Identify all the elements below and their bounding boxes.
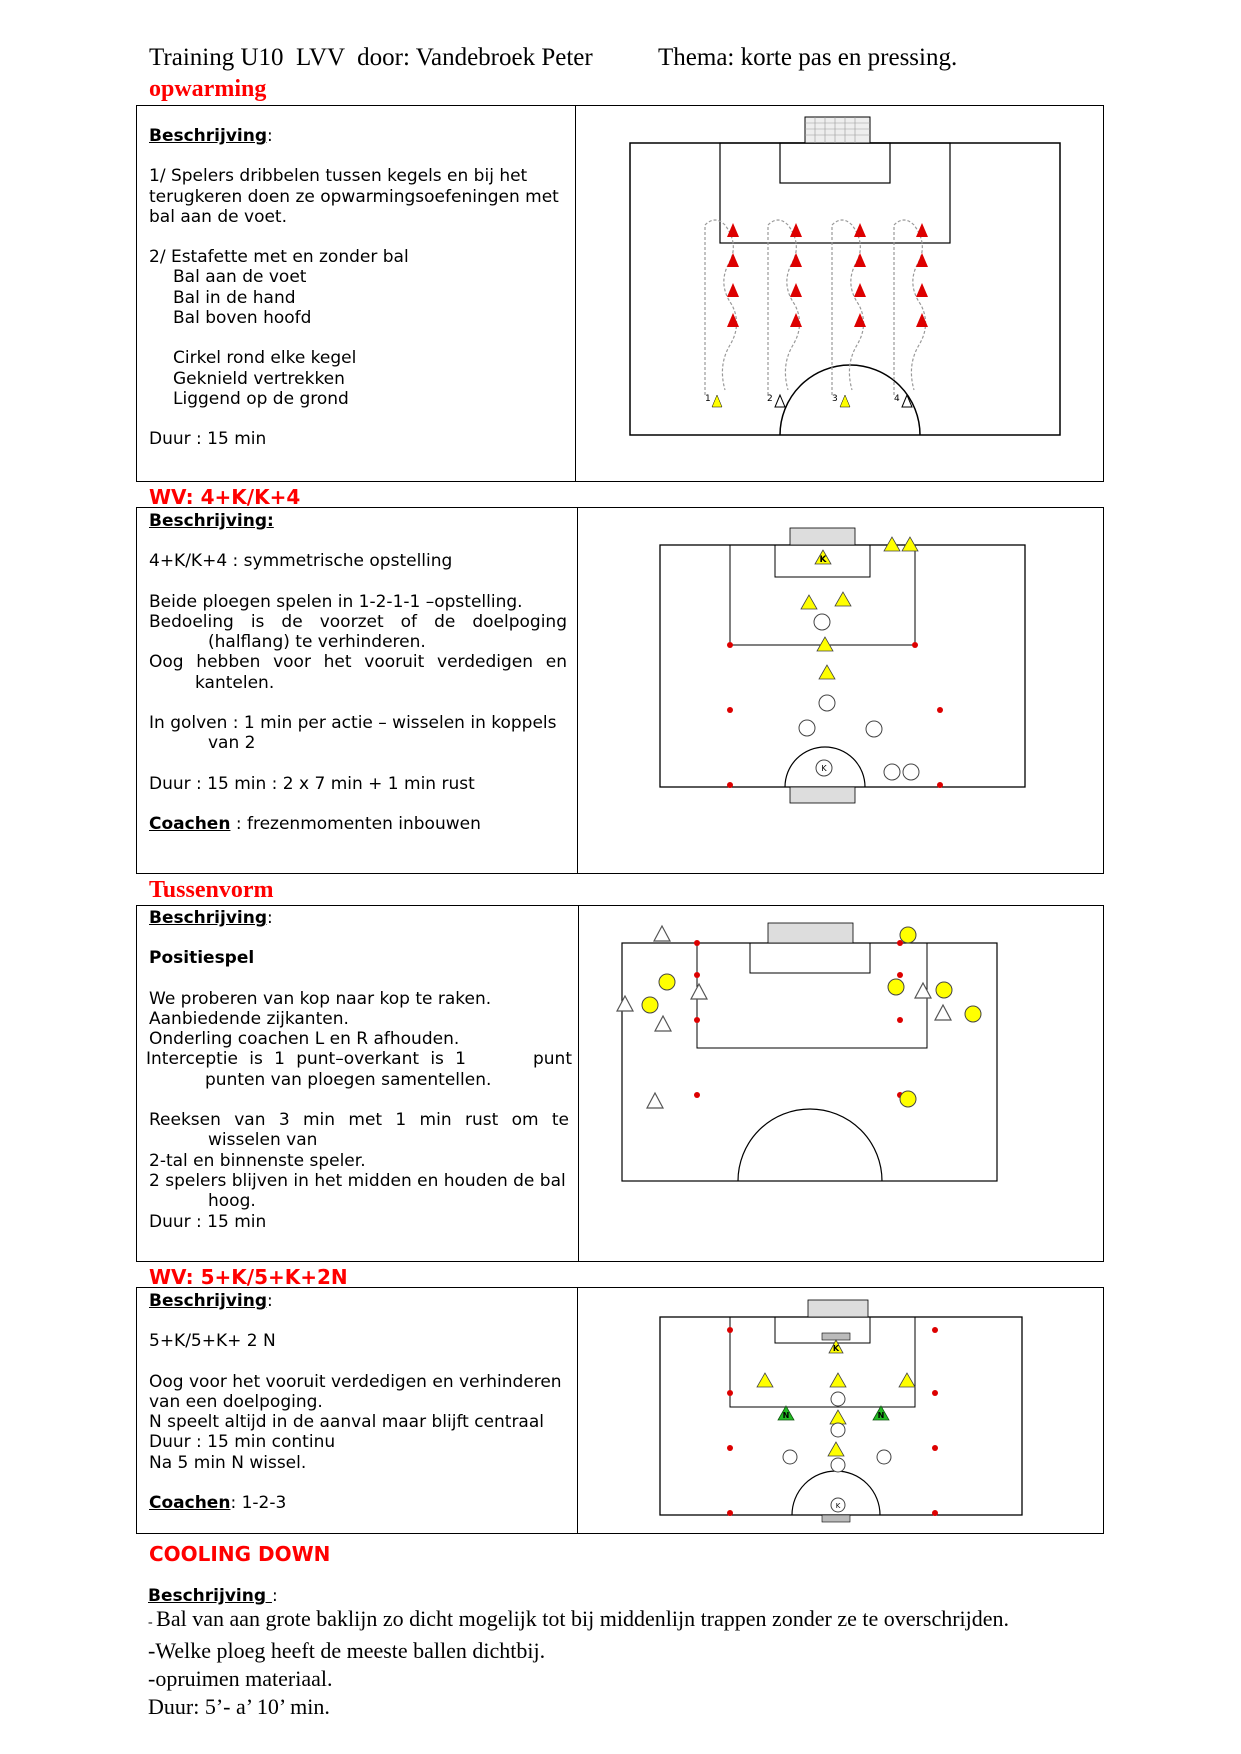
lane-label-3: 3	[832, 394, 838, 404]
keeper-bottom: K	[835, 1502, 841, 1510]
lane-label-2: 2	[767, 394, 773, 404]
white-players	[617, 926, 951, 1108]
bottom-keeper-box	[822, 1515, 850, 1522]
field-outline	[622, 943, 997, 1181]
goal-area	[750, 943, 870, 973]
coach-label: Coachen	[149, 813, 231, 834]
tussenvorm-description: Beschrijving: Positiespel We proberen van kop naar kop te raken. Aanbiedende zijkanten. Onderling coachen L en R afhouden. Interceptie is 1 punt–overkant is 1 punt punten van ploegen samentellen. Reeksen van 3 min met 1 min rust om te wisselen van 2-tal en binnenste speler. 2 spelers blijven in het midden en houden de bal hoog. Duur : 15 min	[146, 908, 572, 1232]
top-goal	[808, 1300, 868, 1317]
wv2-description: Beschrijving: 5+K/5+K+ 2 N Oog voor het vooruit verdedigen en verhinderen van een doelpoging. N speelt altijd in de aanval maar blijft centraal Duur : 15 min continu Na 5 min N wissel. Coachen: 1-2-3	[149, 1291, 562, 1514]
header-theme: Thema: korte pas en pressing.	[658, 44, 958, 71]
top-keeper-box	[822, 1333, 850, 1340]
lane-label-4: 4	[894, 394, 900, 404]
start-markers	[712, 395, 912, 407]
center-arc	[738, 1109, 882, 1181]
red-dots	[694, 940, 903, 1098]
column-divider	[578, 906, 579, 1261]
description-label: Beschrijving	[148, 1586, 272, 1606]
keeper-top: K	[832, 1344, 840, 1353]
description-label: Beschrijving	[149, 1291, 268, 1311]
wv1-title: WV: 4+K/K+4	[149, 485, 301, 509]
coach-label: Coachen	[149, 1493, 231, 1514]
subtitle: Positiespel	[149, 948, 255, 969]
red-cones	[727, 223, 928, 327]
neutral-left: N	[782, 1411, 790, 1420]
cooling-title: COOLING DOWN	[149, 1542, 331, 1566]
tussenvorm-diagram	[610, 915, 1010, 1195]
wv2-title: WV: 5+K/5+K+2N	[149, 1265, 348, 1289]
opwarming-description: Beschrijving: 1/ Spelers dribbelen tussen kegels en bij het terugkeren doen ze opwarmingsoefeningen met bal aan de voet. 2/ Estafette met en zonder bal Bal aan de voet Bal in de hand Bal boven hoofd Cirkel rond elke kegel Geknield vertrekken Liggend op de grond Duur : 15 min	[149, 126, 559, 450]
wv1-diagram	[655, 520, 1035, 810]
description-label: Beschrijving	[149, 908, 268, 928]
wv1-description: Beschrijving: 4+K/K+4 : symmetrische opstelling Beide ploegen spelen in 1-2-1-1 –opstelling. Bedoeling is de voorzet of de doelpoging (halflang) te verhinderen. Oog hebben voor het vooruit verdedigen en kantelen. In golven : 1 min per actie – wisselen in koppels van 2 Duur : 15 min : 2 x 7 min + 1 min rust Coachen : frezenmomenten inbouwen	[149, 511, 567, 834]
cooling-label-line: Beschrijving :	[148, 1586, 278, 1606]
description-label: Beschrijving	[149, 126, 268, 146]
yellow-players	[642, 927, 981, 1107]
tussenvorm-title: Tussenvorm	[149, 877, 274, 903]
description-label: Beschrijving:	[149, 511, 274, 531]
top-goal	[790, 528, 855, 545]
goal-area	[780, 143, 890, 183]
dribble-paths	[705, 220, 926, 395]
field-outline	[630, 143, 1060, 435]
keeper-bottom: K	[821, 764, 827, 773]
header-title: Training U10 LVV door: Vandebroek Peter	[149, 44, 593, 71]
neutral-right: N	[877, 1411, 885, 1420]
lane-label-1: 1	[705, 394, 711, 404]
penalty-area	[730, 1317, 915, 1407]
wv2-diagram	[655, 1295, 1035, 1525]
column-divider	[577, 1288, 578, 1533]
keeper-top: K	[819, 555, 827, 565]
cooling-description: - Bal van aan grote baklijn zo dicht mogelijk tot bij middenlijn trappen zonder ze te overschrijden. -Welke ploeg heeft de meeste ballen dichtbij. -opruimen materiaal. Duur: 5’- a’ 10’ min.	[148, 1606, 1010, 1719]
white-players	[799, 614, 919, 780]
opwarming-diagram	[600, 105, 1100, 445]
bottom-goal	[790, 787, 855, 803]
column-divider	[577, 508, 578, 873]
goal-net	[768, 923, 853, 943]
column-divider	[575, 106, 576, 481]
penalty-area	[697, 943, 927, 1048]
opwarming-title: opwarming	[149, 76, 267, 102]
